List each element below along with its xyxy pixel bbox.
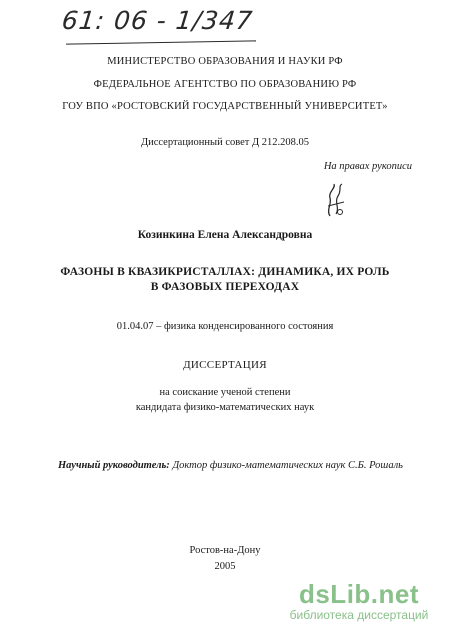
scientific-advisor — [58, 460, 403, 471]
city: Ростов-на-Дону — [189, 545, 261, 556]
dissertation-title-line-1: ФАЗОНЫ В КВАЗИКРИСТАЛЛАХ: ДИНАМИКА, ИХ РОЛЬ — [60, 266, 390, 278]
ministry-line: МИНИСТЕРСТВО ОБРАЗОВАНИЯ И НАУКИ РФ — [107, 56, 343, 67]
watermark-logo: dsLib.net — [298, 579, 420, 609]
dissertation-council: Диссертационный совет Д 212.208.05 — [140, 137, 310, 148]
advisor-value: Доктор физико-математических наук С.Б. Рошаль — [172, 460, 403, 471]
specialty-code: 01.04.07 – физика конденсированного состояния — [116, 321, 334, 332]
university-line: ГОУ ВПО «РОСТОВСКИЙ ГОСУДАРСТВЕННЫЙ УНИВЕРСИТЕТ» — [62, 101, 388, 112]
advisor-label: Научный руководитель: — [58, 460, 170, 471]
document-type-label: ДИССЕРТАЦИЯ — [183, 359, 267, 371]
rights-notice: На правах рукописи — [323, 161, 412, 172]
author-name: Козинкина Елена Александровна — [137, 229, 313, 241]
degree-line-1: на соискание ученой степени — [159, 387, 291, 398]
handwritten-catalog-number: 61: 06 - 1/347 — [60, 6, 255, 35]
watermark-subtitle: библиотека диссертаций — [289, 608, 429, 622]
handwritten-signature — [318, 182, 358, 222]
handwritten-underline — [66, 40, 256, 44]
dslib-watermark — [268, 580, 450, 625]
degree-line-2: кандидата физико-математических наук — [135, 402, 315, 413]
agency-line: ФЕДЕРАЛЬНОЕ АГЕНТСТВО ПО ОБРАЗОВАНИЮ РФ — [93, 79, 357, 90]
year: 2005 — [214, 561, 236, 572]
dissertation-title-line-2: В ФАЗОВЫХ ПЕРЕХОДАХ — [150, 281, 300, 293]
